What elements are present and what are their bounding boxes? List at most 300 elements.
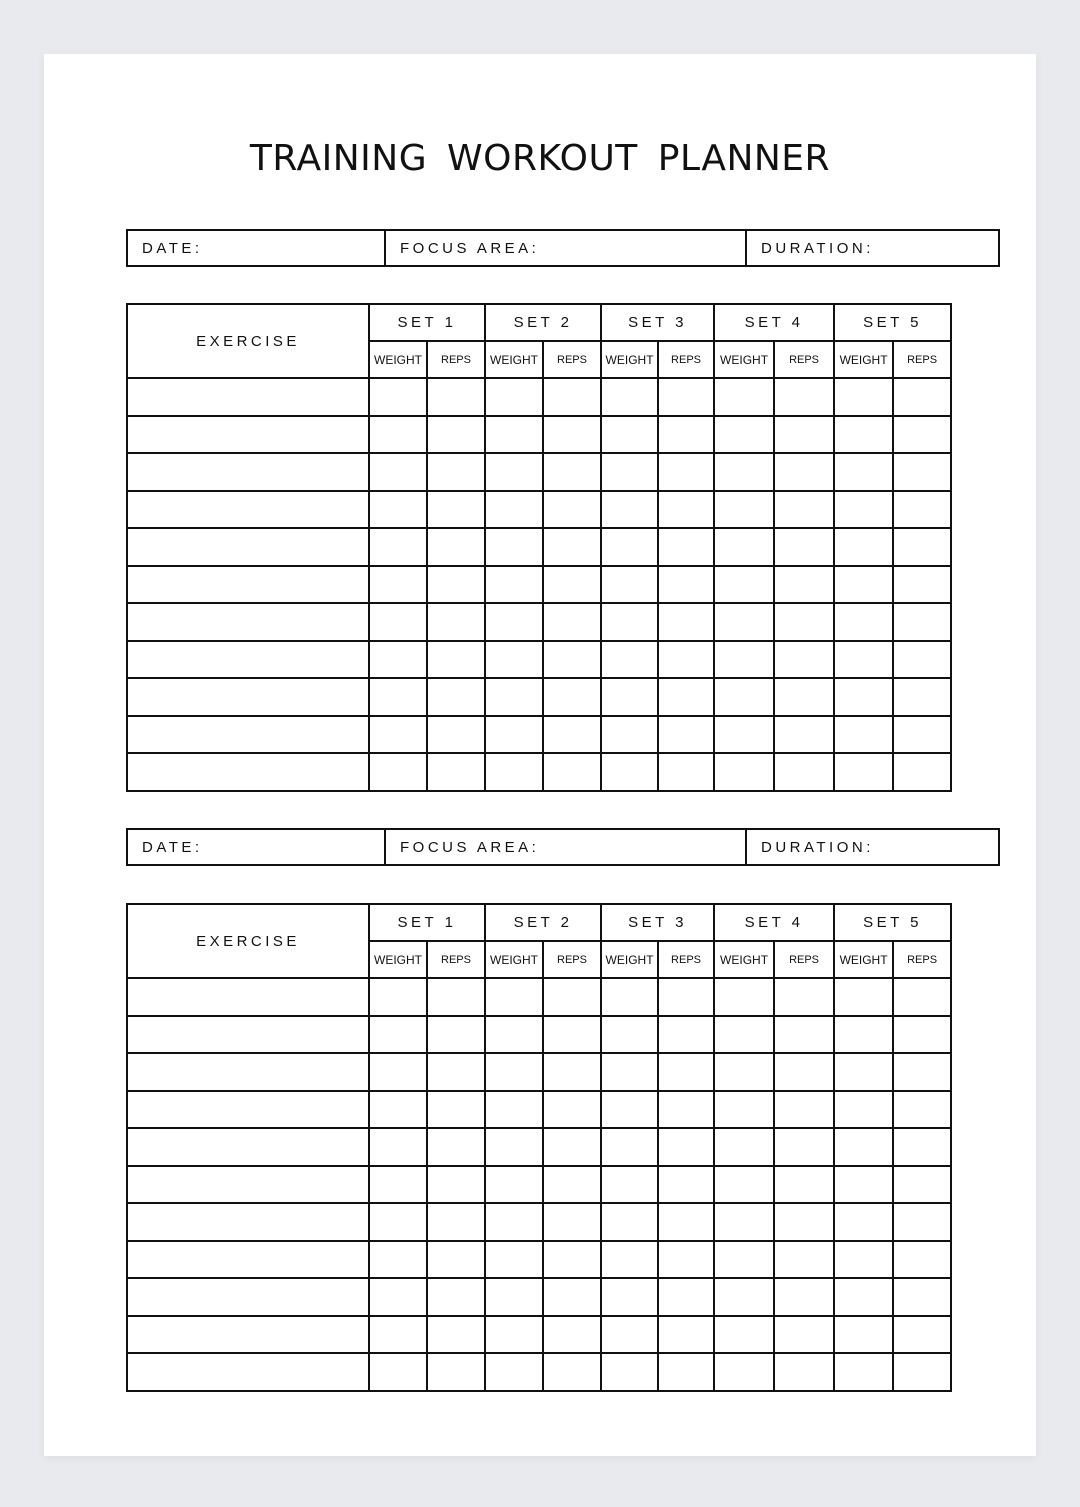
reps-cell[interactable]	[658, 1203, 714, 1241]
reps-cell[interactable]	[543, 1278, 601, 1316]
weight-cell[interactable]	[369, 1053, 427, 1091]
reps-cell[interactable]	[427, 1203, 485, 1241]
reps-cell[interactable]	[893, 1353, 951, 1391]
reps-cell[interactable]	[543, 1241, 601, 1279]
reps-cell[interactable]	[774, 716, 834, 754]
reps-cell[interactable]	[893, 641, 951, 679]
weight-cell[interactable]	[369, 753, 427, 791]
weight-cell[interactable]	[834, 1203, 893, 1241]
weight-cell[interactable]	[485, 528, 543, 566]
set-1-header: SET 1	[369, 904, 485, 941]
weight-cell[interactable]	[714, 1241, 774, 1279]
reps-cell[interactable]	[543, 1091, 601, 1129]
reps-cell[interactable]	[658, 1241, 714, 1279]
exercise-cell[interactable]	[127, 1091, 369, 1129]
reps-cell[interactable]	[658, 1278, 714, 1316]
weight-cell[interactable]	[714, 1316, 774, 1354]
weight-subheader: WEIGHT	[601, 341, 658, 378]
reps-cell[interactable]	[543, 1203, 601, 1241]
reps-cell[interactable]	[658, 1091, 714, 1129]
reps-cell[interactable]	[543, 491, 601, 529]
weight-cell[interactable]	[601, 1316, 658, 1354]
reps-cell[interactable]	[774, 1053, 834, 1091]
weight-cell[interactable]	[714, 1016, 774, 1054]
weight-cell[interactable]	[369, 1316, 427, 1354]
weight-cell[interactable]	[369, 978, 427, 1016]
reps-cell[interactable]	[427, 1316, 485, 1354]
weight-cell[interactable]	[485, 678, 543, 716]
reps-cell[interactable]	[427, 753, 485, 791]
reps-cell[interactable]	[658, 1166, 714, 1204]
reps-cell[interactable]	[427, 1353, 485, 1391]
reps-cell[interactable]	[774, 416, 834, 454]
reps-subheader: REPS	[543, 941, 601, 978]
reps-cell[interactable]	[543, 1166, 601, 1204]
weight-cell[interactable]	[714, 978, 774, 1016]
reps-cell[interactable]	[893, 978, 951, 1016]
weight-cell[interactable]	[834, 1091, 893, 1129]
weight-cell[interactable]	[601, 378, 658, 416]
table-row	[127, 716, 951, 754]
reps-subheader: REPS	[774, 941, 834, 978]
weight-cell[interactable]	[834, 641, 893, 679]
reps-cell[interactable]	[658, 753, 714, 791]
weight-cell[interactable]	[485, 491, 543, 529]
reps-cell[interactable]	[893, 1128, 951, 1166]
reps-cell[interactable]	[543, 1128, 601, 1166]
reps-cell[interactable]	[543, 603, 601, 641]
weight-cell[interactable]	[485, 716, 543, 754]
weight-cell[interactable]	[485, 1053, 543, 1091]
weight-cell[interactable]	[485, 1128, 543, 1166]
weight-cell[interactable]	[714, 1128, 774, 1166]
reps-cell[interactable]	[774, 453, 834, 491]
weight-cell[interactable]	[601, 1166, 658, 1204]
weight-cell[interactable]	[369, 1016, 427, 1054]
weight-cell[interactable]	[714, 378, 774, 416]
reps-cell[interactable]	[774, 678, 834, 716]
weight-cell[interactable]	[601, 566, 658, 604]
weight-cell[interactable]	[714, 1091, 774, 1129]
exercise-cell[interactable]	[127, 453, 369, 491]
table-row	[127, 1053, 951, 1091]
reps-cell[interactable]	[893, 1166, 951, 1204]
weight-subheader: WEIGHT	[714, 341, 774, 378]
reps-cell[interactable]	[658, 453, 714, 491]
weight-cell[interactable]	[485, 978, 543, 1016]
weight-cell[interactable]	[714, 641, 774, 679]
weight-cell[interactable]	[485, 603, 543, 641]
weight-cell[interactable]	[714, 1166, 774, 1204]
weight-cell[interactable]	[834, 378, 893, 416]
weight-cell[interactable]	[601, 1128, 658, 1166]
reps-cell[interactable]	[427, 1166, 485, 1204]
weight-cell[interactable]	[714, 491, 774, 529]
table-row	[127, 491, 951, 529]
weight-cell[interactable]	[601, 1091, 658, 1129]
reps-cell[interactable]	[893, 753, 951, 791]
weight-cell[interactable]	[834, 1353, 893, 1391]
weight-cell[interactable]	[834, 1316, 893, 1354]
reps-cell[interactable]	[658, 378, 714, 416]
date-field[interactable]: DATE:	[127, 230, 385, 266]
exercise-cell[interactable]	[127, 1278, 369, 1316]
weight-cell[interactable]	[601, 978, 658, 1016]
reps-subheader: REPS	[427, 941, 485, 978]
weight-cell[interactable]	[834, 1053, 893, 1091]
table-row	[127, 1353, 951, 1391]
exercise-cell[interactable]	[127, 716, 369, 754]
reps-cell[interactable]	[658, 978, 714, 1016]
weight-cell[interactable]	[485, 566, 543, 604]
reps-cell[interactable]	[427, 716, 485, 754]
reps-cell[interactable]	[543, 1316, 601, 1354]
weight-cell[interactable]	[834, 1128, 893, 1166]
weight-cell[interactable]	[485, 1166, 543, 1204]
exercise-cell[interactable]	[127, 1128, 369, 1166]
reps-cell[interactable]	[774, 1091, 834, 1129]
reps-cell[interactable]	[774, 1166, 834, 1204]
reps-cell[interactable]	[774, 1353, 834, 1391]
reps-cell[interactable]	[658, 528, 714, 566]
table-row	[127, 1203, 951, 1241]
exercise-column-header: EXERCISE	[127, 904, 369, 978]
weight-cell[interactable]	[601, 1203, 658, 1241]
reps-cell[interactable]	[543, 1353, 601, 1391]
reps-cell[interactable]	[427, 1241, 485, 1279]
weight-subheader: WEIGHT	[601, 941, 658, 978]
reps-cell[interactable]	[543, 678, 601, 716]
weight-cell[interactable]	[601, 1241, 658, 1279]
table-row	[127, 1128, 951, 1166]
exercise-cell[interactable]	[127, 416, 369, 454]
weight-subheader: WEIGHT	[369, 341, 427, 378]
set-5-header: SET 5	[834, 904, 951, 941]
exercise-log-table	[126, 903, 952, 1392]
exercise-cell[interactable]	[127, 1241, 369, 1279]
table-row	[127, 678, 951, 716]
weight-cell[interactable]	[369, 641, 427, 679]
set-5-header: SET 5	[834, 304, 951, 341]
weight-cell[interactable]	[369, 1241, 427, 1279]
weight-cell[interactable]	[485, 753, 543, 791]
weight-cell[interactable]	[834, 716, 893, 754]
exercise-cell[interactable]	[127, 491, 369, 529]
reps-cell[interactable]	[774, 491, 834, 529]
reps-cell[interactable]	[774, 528, 834, 566]
reps-cell[interactable]	[427, 1091, 485, 1129]
table-row	[127, 566, 951, 604]
focus-area-field[interactable]: FOCUS AREA:	[385, 829, 746, 865]
reps-cell[interactable]	[543, 416, 601, 454]
reps-cell[interactable]	[893, 566, 951, 604]
weight-cell[interactable]	[369, 566, 427, 604]
session-info-bar	[126, 828, 1000, 866]
weight-cell[interactable]	[714, 1278, 774, 1316]
weight-cell[interactable]	[601, 1353, 658, 1391]
weight-cell[interactable]	[834, 566, 893, 604]
weight-cell[interactable]	[714, 678, 774, 716]
weight-cell[interactable]	[834, 1016, 893, 1054]
reps-cell[interactable]	[893, 453, 951, 491]
reps-cell[interactable]	[774, 603, 834, 641]
weight-cell[interactable]	[485, 1203, 543, 1241]
weight-cell[interactable]	[834, 678, 893, 716]
exercise-cell[interactable]	[127, 978, 369, 1016]
weight-cell[interactable]	[714, 566, 774, 604]
reps-subheader: REPS	[658, 941, 714, 978]
reps-cell[interactable]	[543, 716, 601, 754]
exercise-cell[interactable]	[127, 528, 369, 566]
reps-cell[interactable]	[774, 753, 834, 791]
weight-cell[interactable]	[714, 1203, 774, 1241]
reps-cell[interactable]	[774, 378, 834, 416]
weight-cell[interactable]	[369, 528, 427, 566]
exercise-cell[interactable]	[127, 753, 369, 791]
reps-subheader: REPS	[427, 341, 485, 378]
weight-cell[interactable]	[485, 453, 543, 491]
weight-cell[interactable]	[369, 1166, 427, 1204]
weight-cell[interactable]	[601, 416, 658, 454]
table-row	[127, 1241, 951, 1279]
exercise-cell[interactable]	[127, 1016, 369, 1054]
set-1-header: SET 1	[369, 304, 485, 341]
reps-cell[interactable]	[543, 978, 601, 1016]
exercise-cell[interactable]	[127, 1166, 369, 1204]
weight-cell[interactable]	[714, 716, 774, 754]
weight-cell[interactable]	[369, 491, 427, 529]
weight-cell[interactable]	[601, 641, 658, 679]
reps-cell[interactable]	[774, 641, 834, 679]
weight-cell[interactable]	[601, 678, 658, 716]
reps-cell[interactable]	[893, 1016, 951, 1054]
reps-cell[interactable]	[893, 716, 951, 754]
weight-cell[interactable]	[714, 416, 774, 454]
weight-cell[interactable]	[714, 528, 774, 566]
weight-cell[interactable]	[834, 416, 893, 454]
weight-cell[interactable]	[834, 528, 893, 566]
reps-cell[interactable]	[427, 1128, 485, 1166]
reps-cell[interactable]	[427, 641, 485, 679]
reps-cell[interactable]	[658, 491, 714, 529]
exercise-cell[interactable]	[127, 1353, 369, 1391]
reps-cell[interactable]	[658, 1316, 714, 1354]
reps-cell[interactable]	[427, 678, 485, 716]
weight-cell[interactable]	[834, 453, 893, 491]
reps-cell[interactable]	[658, 1353, 714, 1391]
reps-cell[interactable]	[543, 1053, 601, 1091]
weight-cell[interactable]	[485, 1016, 543, 1054]
weight-cell[interactable]	[714, 453, 774, 491]
reps-cell[interactable]	[893, 491, 951, 529]
weight-cell[interactable]	[369, 716, 427, 754]
reps-cell[interactable]	[427, 603, 485, 641]
reps-cell[interactable]	[658, 1128, 714, 1166]
weight-cell[interactable]	[369, 1353, 427, 1391]
reps-cell[interactable]	[893, 416, 951, 454]
reps-cell[interactable]	[658, 678, 714, 716]
reps-cell[interactable]	[543, 528, 601, 566]
weight-cell[interactable]	[485, 1316, 543, 1354]
weight-cell[interactable]	[369, 453, 427, 491]
reps-cell[interactable]	[427, 528, 485, 566]
table-row	[127, 1016, 951, 1054]
weight-cell[interactable]	[834, 753, 893, 791]
reps-cell[interactable]	[543, 566, 601, 604]
reps-cell[interactable]	[658, 1016, 714, 1054]
weight-cell[interactable]	[369, 1128, 427, 1166]
weight-cell[interactable]	[601, 491, 658, 529]
weight-subheader: WEIGHT	[485, 341, 543, 378]
focus-area-field[interactable]: FOCUS AREA:	[385, 230, 746, 266]
weight-subheader: WEIGHT	[714, 941, 774, 978]
reps-cell[interactable]	[427, 491, 485, 529]
weight-cell[interactable]	[485, 1353, 543, 1391]
weight-cell[interactable]	[834, 978, 893, 1016]
duration-field[interactable]: DURATION:	[746, 230, 999, 266]
exercise-cell[interactable]	[127, 1203, 369, 1241]
reps-cell[interactable]	[427, 1016, 485, 1054]
reps-cell[interactable]	[658, 566, 714, 604]
reps-cell[interactable]	[774, 1128, 834, 1166]
weight-cell[interactable]	[485, 416, 543, 454]
exercise-column-header: EXERCISE	[127, 304, 369, 378]
weight-cell[interactable]	[485, 641, 543, 679]
reps-cell[interactable]	[774, 978, 834, 1016]
weight-cell[interactable]	[485, 378, 543, 416]
reps-cell[interactable]	[427, 453, 485, 491]
exercise-cell[interactable]	[127, 603, 369, 641]
reps-cell[interactable]	[427, 566, 485, 604]
weight-cell[interactable]	[601, 753, 658, 791]
reps-cell[interactable]	[427, 978, 485, 1016]
weight-cell[interactable]	[369, 1203, 427, 1241]
exercise-cell[interactable]	[127, 1053, 369, 1091]
table-row	[127, 1278, 951, 1316]
date-field[interactable]: DATE:	[127, 829, 385, 865]
reps-cell[interactable]	[893, 1278, 951, 1316]
exercise-cell[interactable]	[127, 566, 369, 604]
weight-cell[interactable]	[369, 603, 427, 641]
weight-cell[interactable]	[601, 1278, 658, 1316]
table-row	[127, 416, 951, 454]
table-row	[127, 603, 951, 641]
reps-cell[interactable]	[427, 1053, 485, 1091]
reps-cell[interactable]	[658, 603, 714, 641]
reps-cell[interactable]	[893, 1316, 951, 1354]
table-row	[127, 1166, 951, 1204]
reps-cell[interactable]	[893, 1053, 951, 1091]
session-info-bar	[126, 229, 1000, 267]
weight-cell[interactable]	[834, 1278, 893, 1316]
reps-cell[interactable]	[543, 753, 601, 791]
set-4-header: SET 4	[714, 304, 834, 341]
set-2-header: SET 2	[485, 304, 601, 341]
reps-cell[interactable]	[427, 416, 485, 454]
weight-cell[interactable]	[714, 1053, 774, 1091]
weight-cell[interactable]	[601, 1016, 658, 1054]
exercise-cell[interactable]	[127, 641, 369, 679]
reps-cell[interactable]	[543, 378, 601, 416]
weight-cell[interactable]	[369, 416, 427, 454]
reps-cell[interactable]	[658, 641, 714, 679]
weight-cell[interactable]	[834, 1166, 893, 1204]
reps-cell[interactable]	[893, 678, 951, 716]
reps-cell[interactable]	[774, 1278, 834, 1316]
weight-cell[interactable]	[485, 1091, 543, 1129]
table-row	[127, 378, 951, 416]
weight-subheader: WEIGHT	[369, 941, 427, 978]
weight-cell[interactable]	[369, 378, 427, 416]
reps-cell[interactable]	[427, 1278, 485, 1316]
table-row	[127, 978, 951, 1016]
set-3-header: SET 3	[601, 904, 714, 941]
reps-cell[interactable]	[774, 1316, 834, 1354]
weight-cell[interactable]	[369, 1091, 427, 1129]
weight-cell[interactable]	[834, 491, 893, 529]
reps-subheader: REPS	[893, 341, 951, 378]
reps-subheader: REPS	[658, 341, 714, 378]
reps-subheader: REPS	[893, 941, 951, 978]
reps-cell[interactable]	[427, 378, 485, 416]
reps-cell[interactable]	[893, 528, 951, 566]
reps-cell[interactable]	[658, 1053, 714, 1091]
reps-cell[interactable]	[543, 453, 601, 491]
reps-cell[interactable]	[774, 566, 834, 604]
set-3-header: SET 3	[601, 304, 714, 341]
weight-subheader: WEIGHT	[834, 341, 893, 378]
reps-cell[interactable]	[893, 378, 951, 416]
weight-cell[interactable]	[834, 1241, 893, 1279]
table-row	[127, 1316, 951, 1354]
weight-cell[interactable]	[485, 1278, 543, 1316]
reps-subheader: REPS	[774, 341, 834, 378]
weight-cell[interactable]	[485, 1241, 543, 1279]
weight-cell[interactable]	[601, 528, 658, 566]
reps-cell[interactable]	[893, 1091, 951, 1129]
table-row	[127, 1091, 951, 1129]
reps-cell[interactable]	[543, 1016, 601, 1054]
exercise-cell[interactable]	[127, 1316, 369, 1354]
weight-cell[interactable]	[714, 1353, 774, 1391]
reps-cell[interactable]	[893, 1203, 951, 1241]
weight-cell[interactable]	[601, 603, 658, 641]
exercise-cell[interactable]	[127, 378, 369, 416]
weight-cell[interactable]	[714, 753, 774, 791]
weight-cell[interactable]	[834, 603, 893, 641]
set-2-header: SET 2	[485, 904, 601, 941]
table-row	[127, 453, 951, 491]
weight-cell[interactable]	[601, 453, 658, 491]
duration-field[interactable]: DURATION:	[746, 829, 999, 865]
weight-cell[interactable]	[714, 603, 774, 641]
reps-cell[interactable]	[543, 641, 601, 679]
weight-cell[interactable]	[601, 1053, 658, 1091]
weight-cell[interactable]	[369, 1278, 427, 1316]
weight-cell[interactable]	[601, 716, 658, 754]
reps-cell[interactable]	[658, 716, 714, 754]
reps-cell[interactable]	[893, 1241, 951, 1279]
weight-subheader: WEIGHT	[834, 941, 893, 978]
weight-cell[interactable]	[369, 678, 427, 716]
table-row	[127, 641, 951, 679]
reps-cell[interactable]	[774, 1241, 834, 1279]
reps-cell[interactable]	[774, 1203, 834, 1241]
reps-cell[interactable]	[658, 416, 714, 454]
reps-cell[interactable]	[774, 1016, 834, 1054]
reps-cell[interactable]	[893, 603, 951, 641]
exercise-cell[interactable]	[127, 678, 369, 716]
